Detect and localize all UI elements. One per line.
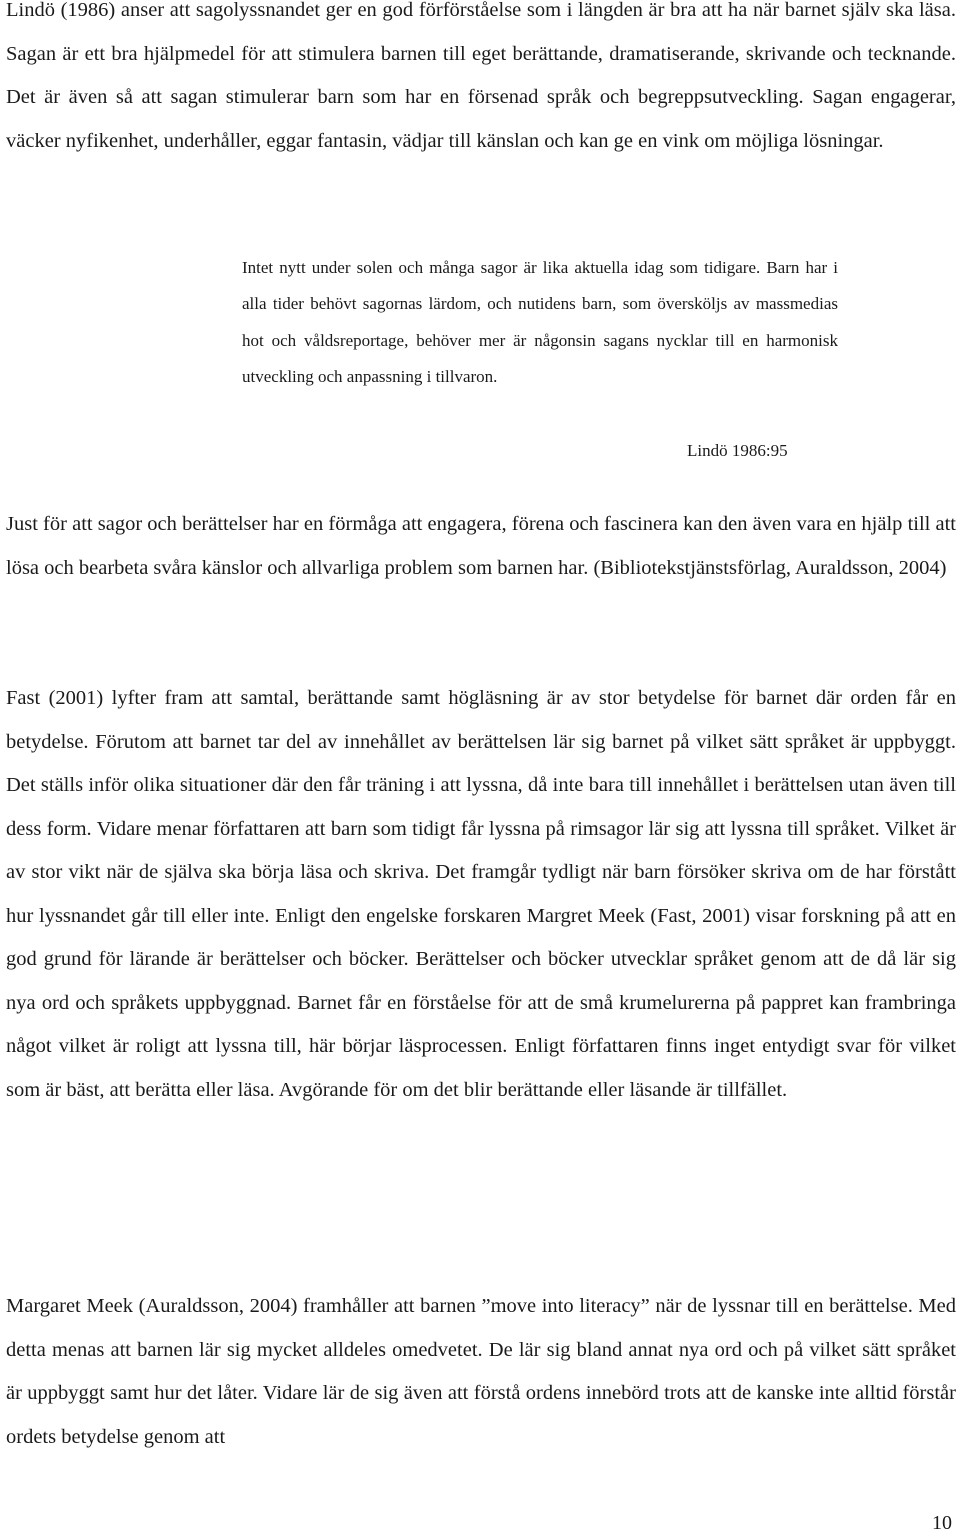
body-paragraph-1: Lindö (1986) anser att sagolyssnandet ger en god förförståelse som i längden är bra att ha när barnet själv ska läsa. Sagan är ett bra hjälpmedel för att stimulera barnen till eget berättande, dramatiserande, skrivande och tecknande. Det är även så att sagan stimulerar barn som har en försenad språk och begreppsutveckling. Sagan engagerar, väcker nyfikenhet, underhåller, eggar fantasin, vädjar till känslan och kan ge en vink om möjliga lösningar.	[6, 0, 956, 152]
body-paragraph-3: Fast (2001) lyfter fram att samtal, berättande samt högläsning är av stor betydelse för barnet där orden får en betydelse. Förutom att barnet tar del av innehållet av berättelsen lär sig barnet på vilket sätt språket är uppbyggt. Det ställs inför olika situationer där den får träning i att lyssna, då inte bara till innehållet i berättelsen utan även till dess form. Vidare menar författaren att barn som tidigt får lyssna på rimsagor lär sig att lyssna till språket. Vilket är av stor vikt när de själva ska börja läsa och skriva. Det framgår tydligt när barn försöker skriva om de har förstått hur lyssnandet går till eller inte. Enligt den engelske forskaren Margret Meek (Fast, 2001) visar forskning på att en god grund för lärande är berättelser och böcker. Berättelser och böcker utvecklar språket genom att de då lär sig nya ord och språkets uppbyggnad. Barnet får en förståelse för att de små krumelurerna på pappret kan frambringa något vilket är roligt att lyssna till, här börjar läsprocessen. Enligt författaren finns inget entydigt svar för vilket som är bäst, att berätta eller läsa. Avgörande för om det blir berättande eller läsande är tillfället.	[6, 687, 956, 1101]
page-number: 10	[932, 1512, 952, 1534]
quote-citation: Lindö 1986:95	[687, 441, 788, 460]
body-paragraph-4: Margaret Meek (Auraldsson, 2004) framhåller att barnen ”move into literacy” när de lyssnar till en berättelse. Med detta menas att barnen lär sig mycket alldeles omedvetet. De lär sig bland annat nya ord och på vilket sätt språket är uppbyggt samt hur det låter. Vidare lär de sig även att förstå ordens innebörd trots att de kanske inte alltid förstår ordets betydelse genom att	[6, 1295, 956, 1448]
body-paragraph-2: Just för att sagor och berättelser har en förmåga att engagera, förena och fascinera kan den även vara en hjälp till att lösa och bearbeta svåra känslor och allvarliga problem som barnen har. (Bibliotekstjänstsförlag, Auraldsson, 2004)	[6, 513, 956, 579]
block-quote: Intet nytt under solen och många sagor är lika aktuella idag som tidigare. Barn har i alla tider behövt sagornas lärdom, och nutidens barn, som översköljs av massmedias hot och våldsreportage, behöver mer är någonsin sagans nycklar till en harmonisk utveckling och anpassning i tillvaron.	[242, 258, 838, 387]
